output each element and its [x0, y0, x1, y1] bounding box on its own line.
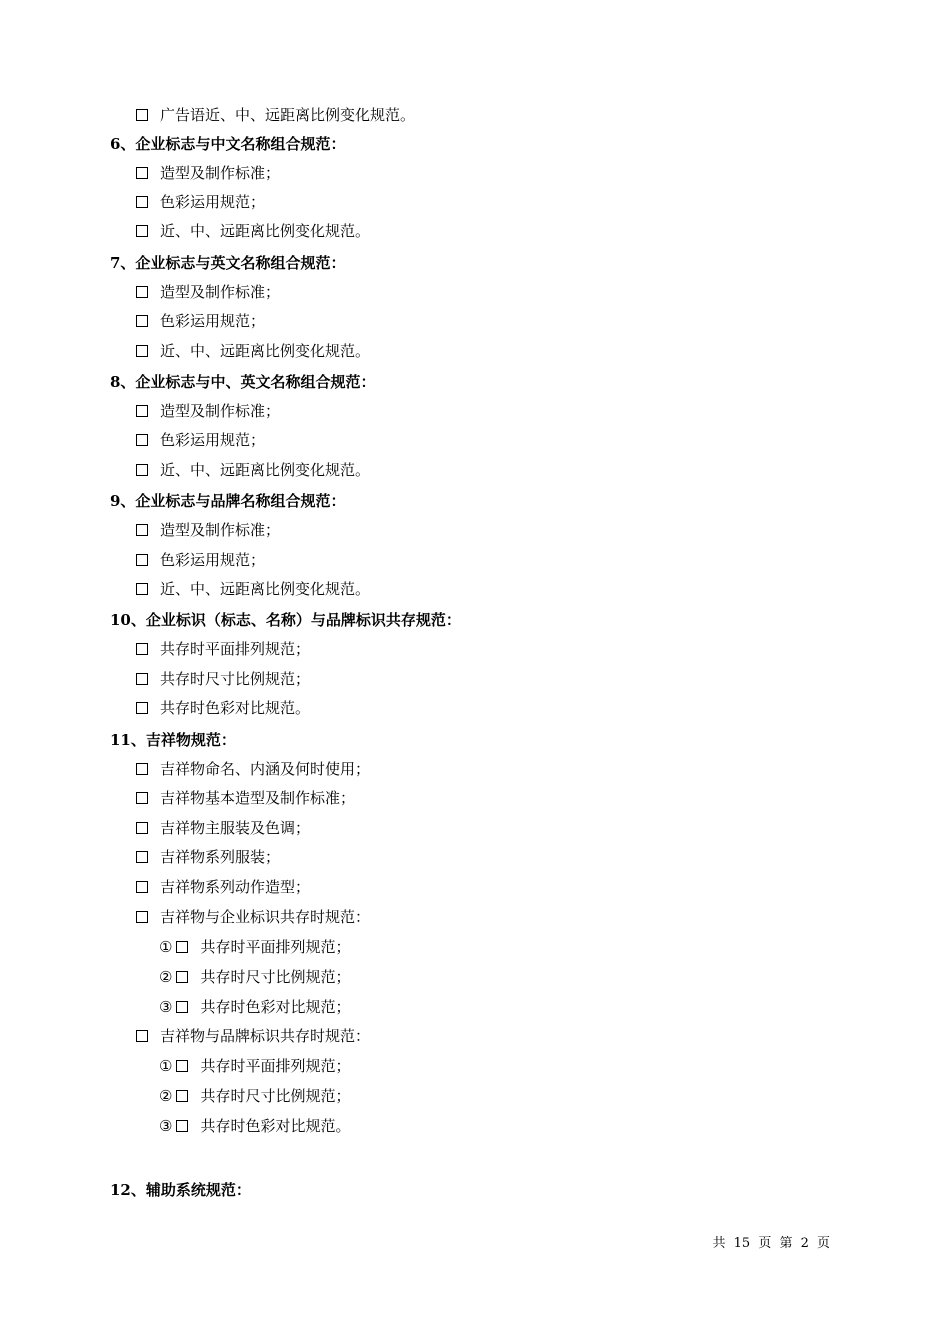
checkbox-icon [136, 315, 148, 327]
subitem-text: 共存时平面排列规范； [200, 1057, 351, 1075]
checkbox-icon [136, 583, 148, 595]
item-text: 色彩运用规范； [160, 431, 266, 449]
checkbox-icon [176, 1120, 188, 1132]
checkbox-icon [136, 851, 148, 863]
item-text: 共存时尺寸比例规范； [160, 670, 311, 688]
checklist-item [136, 277, 280, 307]
subitem-text: 共存时色彩对比规范； [200, 998, 351, 1016]
checklist-item [136, 783, 355, 813]
item-text: 造型及制作标准； [160, 164, 281, 182]
subitem-text: 共存时尺寸比例规范； [200, 1087, 351, 1105]
checkbox-icon [136, 167, 148, 179]
checkbox-icon [136, 702, 148, 714]
checklist-item [136, 396, 280, 426]
checklist-item [136, 842, 280, 872]
item-text: 广告语近、中、远距离比例变化规范。 [160, 106, 416, 124]
checklist-item [136, 515, 280, 545]
circled-number: ③ [159, 998, 173, 1016]
checkbox-icon [136, 554, 148, 566]
item-text: 吉祥物主服装及色调； [160, 819, 311, 837]
checklist-item [136, 455, 370, 485]
item-text: 吉祥物系列服装； [160, 848, 281, 866]
checkbox-icon [136, 911, 148, 923]
circled-number: ② [159, 968, 173, 986]
checklist-item [136, 1021, 370, 1051]
checklist-subitem [159, 1081, 350, 1111]
item-text: 色彩运用规范； [160, 551, 266, 569]
checklist-subitem [159, 992, 350, 1022]
item-text: 吉祥物与品牌标识共存时规范： [160, 1027, 371, 1045]
item-text: 吉祥物命名、内涵及何时使用； [160, 760, 371, 778]
checklist-item [136, 634, 310, 664]
checklist-subitem [159, 932, 350, 962]
checklist-item [136, 902, 370, 932]
item-text: 造型及制作标准； [160, 402, 281, 420]
checkbox-icon [136, 225, 148, 237]
section-heading: 12、辅助系统规范： [110, 1181, 251, 1199]
item-text: 近、中、远距离比例变化规范。 [160, 580, 371, 598]
checkbox-icon [136, 464, 148, 476]
item-text: 吉祥物与企业标识共存时规范： [160, 908, 371, 926]
checkbox-icon [136, 196, 148, 208]
checklist-subitem [159, 962, 350, 992]
checkbox-icon [136, 792, 148, 804]
section-heading: 7、企业标志与英文名称组合规范： [110, 254, 346, 272]
circled-number: ① [159, 1057, 173, 1075]
checklist-item [136, 664, 310, 694]
item-text: 近、中、远距离比例变化规范。 [160, 222, 371, 240]
section-heading: 11、吉祥物规范： [110, 731, 236, 749]
section-heading: 6、企业标志与中文名称组合规范： [110, 135, 346, 153]
section-heading: 8、企业标志与中、英文名称组合规范： [110, 373, 376, 391]
item-text: 共存时色彩对比规范。 [160, 699, 311, 717]
item-text: 近、中、远距离比例变化规范。 [160, 342, 371, 360]
checkbox-icon [176, 1090, 188, 1102]
subitem-text: 共存时色彩对比规范。 [200, 1117, 351, 1135]
item-text: 吉祥物系列动作造型； [160, 878, 311, 896]
checklist-item [136, 158, 280, 188]
checklist-item [136, 100, 415, 130]
checklist-item [136, 574, 370, 604]
checklist-item [136, 872, 310, 902]
item-text: 共存时平面排列规范； [160, 640, 311, 658]
section-heading: 10、企业标识（标志、名称）与品牌标识共存规范： [110, 611, 461, 629]
checklist-subitem [159, 1111, 350, 1141]
checklist-subitem [159, 1051, 350, 1081]
checkbox-icon [136, 822, 148, 834]
item-text: 造型及制作标准； [160, 283, 281, 301]
checklist-item [136, 693, 310, 723]
checklist-item [136, 545, 265, 575]
circled-number: ③ [159, 1117, 173, 1135]
checklist-item [136, 754, 370, 784]
item-text: 近、中、远距离比例变化规范。 [160, 461, 371, 479]
checkbox-icon [176, 941, 188, 953]
checkbox-icon [136, 673, 148, 685]
checkbox-icon [136, 109, 148, 121]
subitem-text: 共存时平面排列规范； [200, 938, 351, 956]
subitem-text: 共存时尺寸比例规范； [200, 968, 351, 986]
checkbox-icon [176, 971, 188, 983]
item-text: 色彩运用规范； [160, 193, 266, 211]
checkbox-icon [176, 1060, 188, 1072]
checkbox-icon [136, 524, 148, 536]
item-text: 造型及制作标准； [160, 521, 281, 539]
checklist-item [136, 216, 370, 246]
circled-number: ② [159, 1087, 173, 1105]
checklist-item [136, 813, 310, 843]
item-text: 色彩运用规范； [160, 312, 266, 330]
checkbox-icon [136, 643, 148, 655]
checklist-item [136, 336, 370, 366]
checklist-item [136, 306, 265, 336]
checkbox-icon [136, 763, 148, 775]
item-text: 吉祥物基本造型及制作标准； [160, 789, 356, 807]
checkbox-icon [136, 345, 148, 357]
section-heading: 9、企业标志与品牌名称组合规范： [110, 492, 346, 510]
checkbox-icon [176, 1001, 188, 1013]
circled-number: ① [159, 938, 173, 956]
checkbox-icon [136, 405, 148, 417]
checkbox-icon [136, 434, 148, 446]
checklist-item [136, 187, 265, 217]
page-number-footer: 共 15 页 第 2 页 [712, 1236, 830, 1251]
checkbox-icon [136, 286, 148, 298]
checkbox-icon [136, 881, 148, 893]
checkbox-icon [136, 1030, 148, 1042]
checklist-item [136, 425, 265, 455]
